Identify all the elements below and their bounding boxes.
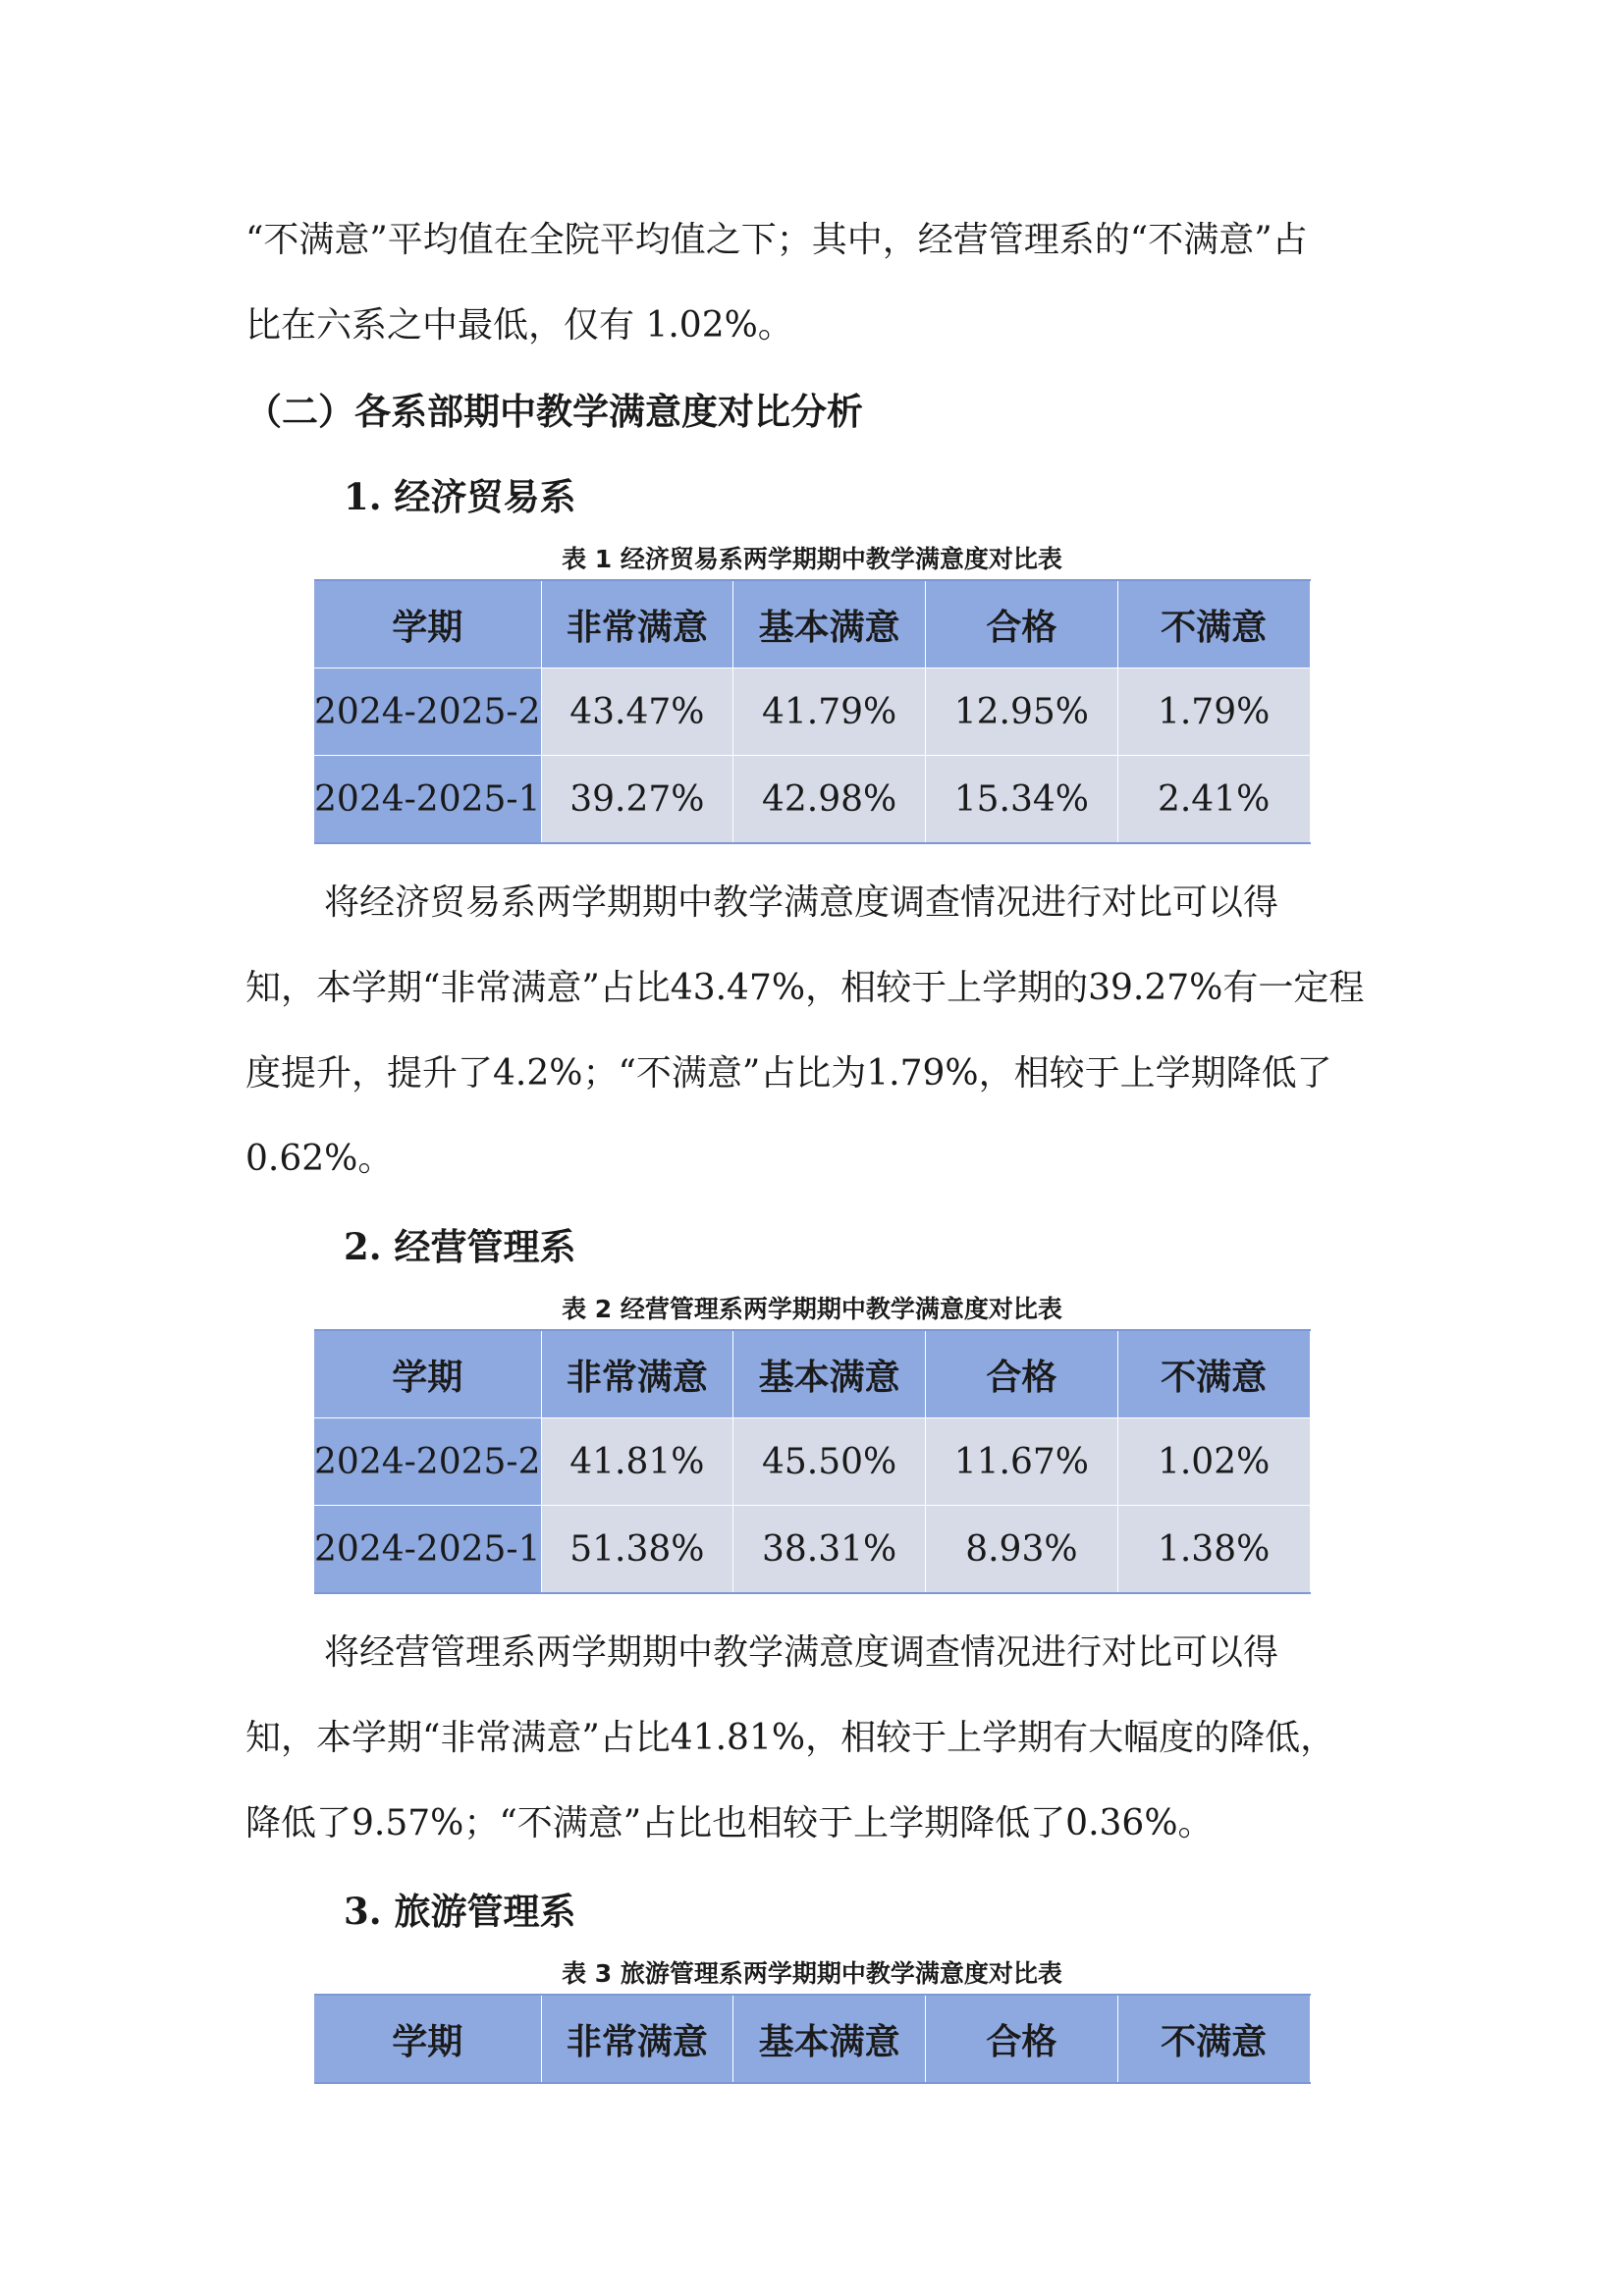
satisfaction-table-economics-trade	[314, 579, 1311, 844]
cell-basically-satisfied: 42.98%	[733, 756, 926, 844]
header-basically-satisfied: 基本满意	[733, 1330, 926, 1418]
table-row	[314, 1418, 1310, 1506]
cell-basically-satisfied: 41.79%	[733, 668, 926, 756]
cell-unsatisfied: 2.41%	[1117, 756, 1310, 844]
satisfaction-table-tourism-management	[314, 1994, 1311, 2084]
intro-line-1: “不满意”平均值在全院平均值之下；其中，经营管理系的“不满意”占	[245, 220, 1308, 260]
table-header-row	[314, 580, 1310, 668]
paragraph-management-line-3: 降低了9.57%；“不满意”占比也相较于上学期降低了0.36%。	[245, 1803, 1214, 1843]
cell-very-satisfied: 39.27%	[541, 756, 733, 844]
header-qualified: 合格	[926, 580, 1118, 668]
section-heading: （二）各系部期中教学满意度对比分析	[245, 390, 863, 433]
subsection-heading-tourism-management: 3. 旅游管理系	[344, 1890, 576, 1933]
header-term: 学期	[314, 1330, 541, 1418]
header-very-satisfied: 非常满意	[541, 1330, 733, 1418]
table-caption-1: 表 1 经济贸易系两学期期中教学满意度对比表	[562, 545, 1062, 573]
table-header-row	[314, 1995, 1310, 2083]
cell-basically-satisfied: 38.31%	[733, 1506, 926, 1594]
header-basically-satisfied: 基本满意	[733, 1995, 926, 2083]
paragraph-economics-line-3: 度提升，提升了4.2%；“不满意”占比为1.79%，相较于上学期降低了	[245, 1053, 1332, 1094]
cell-qualified: 15.34%	[926, 756, 1118, 844]
header-very-satisfied: 非常满意	[541, 1995, 733, 2083]
table-caption-3: 表 3 旅游管理系两学期期中教学满意度对比表	[562, 1959, 1062, 1988]
table-header-row	[314, 1330, 1310, 1418]
header-unsatisfied: 不满意	[1117, 1995, 1310, 2083]
header-qualified: 合格	[926, 1330, 1118, 1418]
header-unsatisfied: 不满意	[1117, 580, 1310, 668]
cell-unsatisfied: 1.79%	[1117, 668, 1310, 756]
intro-line-2: 比在六系之中最低，仅有 1.02%。	[245, 305, 793, 346]
header-basically-satisfied: 基本满意	[733, 580, 926, 668]
paragraph-economics-line-1: 将经济贸易系两学期期中教学满意度调查情况进行对比可以得	[324, 882, 1279, 923]
header-term: 学期	[314, 580, 541, 668]
paragraph-economics-line-4: 0.62%。	[245, 1139, 394, 1179]
header-unsatisfied: 不满意	[1117, 1330, 1310, 1418]
table-row	[314, 1506, 1310, 1594]
cell-qualified: 12.95%	[926, 668, 1118, 756]
table-row	[314, 668, 1310, 756]
header-qualified: 合格	[926, 1995, 1118, 2083]
cell-basically-satisfied: 45.50%	[733, 1418, 926, 1506]
subsection-heading-business-management: 2. 经营管理系	[344, 1225, 576, 1268]
satisfaction-table-business-management	[314, 1329, 1311, 1594]
cell-unsatisfied: 1.02%	[1117, 1418, 1310, 1506]
subsection-heading-economics-trade: 1. 经济贸易系	[344, 475, 576, 518]
table-caption-2: 表 2 经营管理系两学期期中教学满意度对比表	[562, 1295, 1062, 1323]
cell-very-satisfied: 51.38%	[541, 1506, 733, 1594]
paragraph-management-line-1: 将经营管理系两学期期中教学满意度调查情况进行对比可以得	[324, 1632, 1279, 1673]
cell-unsatisfied: 1.38%	[1117, 1506, 1310, 1594]
table-row	[314, 756, 1310, 844]
cell-qualified: 8.93%	[926, 1506, 1118, 1594]
row-term: 2024-2025-2	[314, 668, 541, 756]
row-term: 2024-2025-1	[314, 1506, 541, 1594]
header-very-satisfied: 非常满意	[541, 580, 733, 668]
cell-qualified: 11.67%	[926, 1418, 1118, 1506]
cell-very-satisfied: 41.81%	[541, 1418, 733, 1506]
row-term: 2024-2025-2	[314, 1418, 541, 1506]
header-term: 学期	[314, 1995, 541, 2083]
row-term: 2024-2025-1	[314, 756, 541, 844]
paragraph-management-line-2: 知，本学期“非常满意”占比41.81%，相较于上学期有大幅度的降低，	[245, 1718, 1336, 1758]
paragraph-economics-line-2: 知，本学期“非常满意”占比43.47%，相较于上学期的39.27%有一定程	[245, 968, 1365, 1008]
cell-very-satisfied: 43.47%	[541, 668, 733, 756]
